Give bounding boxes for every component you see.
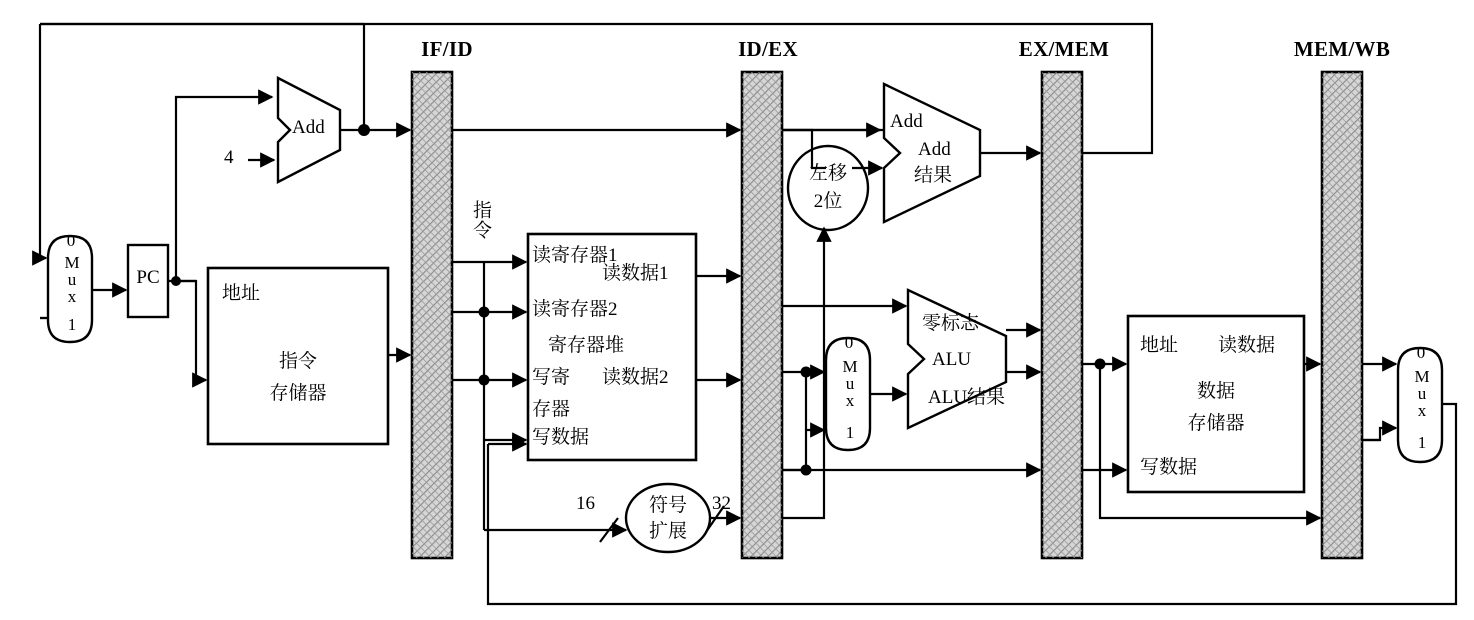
data-memory-read-data-label: 读数据 [1218, 335, 1276, 356]
write-register-line1: 写寄 [532, 367, 571, 388]
sign-extend-line1: 符号 [648, 495, 688, 516]
wb-mux-body-label: M u x [1414, 367, 1430, 420]
read-data-1-label: 读数据1 [602, 263, 669, 284]
stage-label-ex-mem: EX/MEM [1018, 37, 1110, 61]
bus-width-32-label: 32 [712, 493, 731, 514]
pc-mux-input-0-label: 0 [66, 231, 76, 250]
pipeline-register-if-id [412, 72, 452, 558]
bus-width-16-label: 16 [576, 493, 595, 514]
add-branch-label: Add [890, 111, 923, 132]
stage-label-mem-wb: MEM/WB [1293, 37, 1391, 61]
data-memory-line2: 存储器 [1187, 413, 1245, 434]
sign-extend-line2: 扩展 [648, 521, 688, 542]
register-file-name-label: 寄存器堆 [548, 335, 625, 356]
pipeline-register-id-ex [742, 72, 782, 558]
read-register-1-label: 读寄存器1 [532, 245, 618, 266]
write-data-label: 写数据 [532, 427, 590, 448]
instruction-memory-line2: 存储器 [269, 383, 327, 404]
data-memory-line1: 数据 [1196, 381, 1235, 402]
stage-label-if-id: IF/ID [421, 37, 473, 61]
pc-register-label: PC [136, 267, 160, 288]
wb-mux-input-0-label: 0 [1416, 343, 1426, 362]
alu-zero-flag-label: 零标志 [922, 313, 980, 334]
data-memory-write-data-label: 写数据 [1140, 457, 1198, 478]
read-data-2-label: 读数据2 [602, 367, 669, 388]
shift-left-2-line2: 2位 [813, 191, 843, 212]
wb-mux-input-1-label: 1 [1417, 433, 1427, 452]
write-register-line2: 存器 [532, 399, 571, 420]
add-pc4-label: Add [292, 117, 325, 138]
alu-result-label: ALU结果 [928, 387, 1006, 408]
add-branch-result-label: 结果 [914, 165, 953, 186]
pipeline-register-ex-mem [1042, 72, 1082, 558]
alu-name-label: ALU [932, 349, 972, 370]
shift-left-2-line1: 左移 [808, 163, 848, 184]
instruction-memory-line1: 指令 [278, 351, 317, 372]
constant-four-label: 4 [224, 147, 234, 168]
pc-mux-input-1-label: 1 [67, 315, 77, 334]
pc-mux-body-label: M u x [64, 253, 80, 306]
alu-src-mux-body-label: M u x [842, 357, 858, 410]
instruction-bus-label: 指令 [469, 200, 491, 240]
shift-left-2-shape [788, 146, 868, 230]
alu-src-mux-input-1-label: 1 [845, 423, 855, 442]
pipeline-register-mem-wb [1322, 72, 1362, 558]
instruction-memory-address-label: 地址 [222, 283, 261, 304]
data-memory-address-label: 地址 [1140, 335, 1179, 356]
stage-label-id-ex: ID/EX [738, 37, 798, 61]
alu-src-mux-input-0-label: 0 [844, 333, 854, 352]
read-register-2-label: 读寄存器2 [532, 299, 618, 320]
add-branch-label-2: Add [918, 139, 951, 160]
